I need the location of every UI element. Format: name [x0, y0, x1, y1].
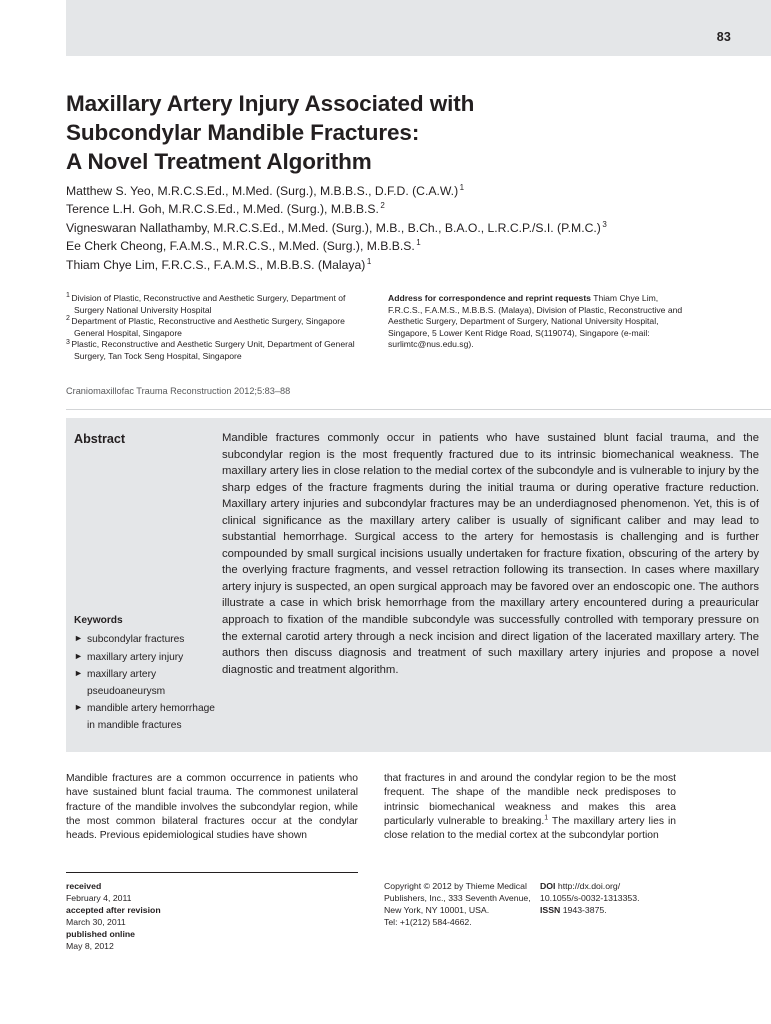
doi-line-1	[540, 881, 720, 893]
affiliation-marker: 2	[66, 315, 70, 323]
keyword-label: subcondylar fractures	[87, 634, 185, 645]
title-line-1: Maxillary Artery Injury Associated with	[66, 91, 475, 117]
keyword-bullet-icon: ►	[74, 668, 83, 679]
copyright-line: Publishers, Inc., 333 Seventh Avenue,	[384, 892, 531, 903]
author-name: Terence L.H. Goh, M.R.C.S.Ed., M.Med. (Surg.), M.B.B.S.	[66, 202, 379, 217]
received-label: received	[66, 881, 102, 891]
correspondence-block	[388, 293, 688, 351]
page-number: 83	[716, 30, 731, 44]
received-value: February 4, 2011	[66, 892, 132, 903]
keywords-heading: Keywords	[74, 615, 123, 626]
body-column-right	[384, 772, 676, 843]
author-entry	[66, 237, 726, 255]
author-entry	[66, 182, 726, 200]
doi-line-2[interactable]: 10.1055/s-0032-1313353.	[540, 892, 640, 903]
keyword-label: mandible artery hemorrhage in mandible fractures	[87, 703, 215, 731]
affiliation-marker: 3	[66, 338, 70, 346]
keywords-list	[74, 631, 224, 735]
issn-line	[540, 905, 720, 917]
doi-url[interactable]: http://dx.doi.org/	[557, 881, 621, 891]
accepted-label: accepted after revision	[66, 904, 161, 915]
affiliation-text: Division of Plastic, Reconstructive and Aesthetic Surgery, Department of Surgery National University Hospital	[71, 293, 346, 315]
correspondence-text: Thiam Chye Lim, F.R.C.S., F.A.M.S., M.B.B.S. (Malaya), Division of Plastic, Reconstructive and Aesthetic Surgery, Department of Surgery, National University Hospital, Singapore, 5 Lower Kent Ridge Road, S(119074), Singapore (e-mail: surlimtc@nus.edu.sg).	[388, 293, 683, 350]
copyright-block	[384, 881, 534, 929]
author-name: Thiam Chye Lim, F.R.C.S., F.A.M.S., M.B.B.S. (Malaya)	[66, 257, 366, 272]
copyright-line: New York, NY 10001, USA.	[384, 904, 490, 915]
body-text-part-1: that fractures in and around the condylar region to be the most frequent. The shape of the mandible neck predisposes to intrinsic biomechanical weakness and makes this area particularly vulnerable to breaking.	[384, 773, 676, 827]
running-head-band	[66, 0, 771, 56]
keyword-bullet-icon: ►	[74, 702, 83, 713]
author-entry	[66, 219, 726, 237]
correspondence-label: Address for correspondence and reprint requests	[388, 293, 591, 303]
doi-block	[540, 881, 720, 917]
copyright-line: Copyright © 2012 by Thieme Medical	[384, 881, 527, 891]
publication-dates	[66, 881, 226, 952]
author-affiliation-marker: 1	[366, 256, 372, 266]
affiliation-marker: 1	[66, 292, 70, 300]
article-title	[66, 89, 686, 176]
author-affiliation-marker: 2	[380, 201, 385, 211]
keyword-item	[74, 631, 224, 649]
footer-divider	[66, 872, 358, 873]
title-line-3: A Novel Treatment Algorithm	[66, 149, 372, 175]
header-divider	[66, 409, 771, 410]
author-entry	[66, 200, 726, 218]
author-name: Matthew S. Yeo, M.R.C.S.Ed., M.Med. (Surg.), M.B.B.S., D.F.D. (C.A.W.)	[66, 184, 459, 198]
affiliation-item	[66, 339, 366, 362]
author-name: Ee Cherk Cheong, F.A.M.S., M.R.C.S., M.Med. (Surg.), M.B.B.S.	[66, 239, 415, 254]
keyword-bullet-icon: ►	[74, 650, 83, 661]
author-affiliation-marker: 1	[416, 238, 421, 248]
author-name: Vigneswaran Nallathamby, M.R.C.S.Ed., M.Med. (Surg.), M.B., B.Ch., B.A.O., L.R.C.P./S.I. (P.M.C.)	[66, 220, 601, 235]
abstract-heading: Abstract	[74, 432, 126, 446]
affiliations-block	[66, 293, 366, 363]
citation-reference-marker: 1	[544, 814, 549, 822]
abstract-panel	[66, 418, 771, 752]
author-affiliation-marker: 1	[459, 182, 465, 192]
body-text-part-2: The maxillary artery lies in close relation to the medial cortex at the subcondylar portion	[384, 815, 676, 842]
journal-citation: Craniomaxillofac Trauma Reconstruction 2012;5:83–88	[66, 386, 291, 396]
copyright-line: Tel: +1(212) 584-4662.	[384, 916, 472, 927]
affiliation-item	[66, 316, 366, 339]
keyword-item	[74, 700, 224, 734]
author-entry	[66, 256, 726, 274]
issn-label: ISSN	[540, 904, 561, 915]
affiliation-text: Department of Plastic, Reconstructive and Aesthetic Surgery, Singapore General Hospital, Singapore	[71, 316, 345, 338]
abstract-body: Mandible fractures commonly occur in patients who have sustained blunt facial trauma, and the subcondylar region is the most frequently fractured due to its intrinsic biomechanical weakness. The maxillary artery lies in close relation to the medial cortex of the subcondyle and is vulnerable to injury by the sharp edges of the fracture fragments during the initial trauma or during operative fracture reduction. Maxillary artery injuries and subcondylar fractures may be an underdiagnosed phenomenon. Yet, this is of clinical significance as the maxillary artery caliber is usually of significant caliber and may lead to substantial hemorrhage. Surgical access to the artery for hemostasis is challenging and is further compounded by small surgical incisions usually undertaken for fracture fixation, obscuring of the artery by the overlying fracture fragments, and vessel retraction following its transection. In cases where maxillary artery injury is suspected, an open surgical approach may be favored over an endoscopic one. The authors illustrate a case in which brisk hemorrhage from the maxillary artery encountered during a preauricular approach to fixation of the mandible subcondyle was successfully controlled with temporary pressure on the external carotid artery through a neck incision and direct ligation of the lacerated maxillary artery. The authors then discuss diagnosis and treatment of such maxillary artery injuries and propose a novel diagnostic and treatment algorithm.	[222, 432, 759, 676]
keyword-label: maxillary artery injury	[87, 651, 184, 663]
keyword-bullet-icon: ►	[74, 633, 83, 643]
doi-label: DOI	[540, 881, 556, 891]
title-line-2: Subcondylar Mandible Fractures:	[66, 120, 420, 146]
author-list	[66, 182, 726, 274]
body-column-left: Mandible fractures are a common occurrence in patients who have sustained blunt facial trauma. The commonest unilateral fracture of the mandible involves the subcondylar region, while the most common bilateral fractures occur at the condylar heads. Previous epidemiological studies have shown	[66, 773, 358, 842]
affiliation-text: Plastic, Reconstructive and Aesthetic Surgery Unit, Department of General Surgery, Tan Tock Seng Hospital, Singapore	[71, 339, 355, 361]
keyword-item	[74, 649, 224, 667]
issn-value: 1943-3875.	[562, 904, 607, 915]
author-affiliation-marker: 3	[602, 219, 607, 229]
published-label: published online	[66, 928, 136, 939]
keyword-label: maxillary artery pseudoaneurysm	[87, 669, 166, 697]
accepted-value: March 30, 2011	[66, 916, 126, 927]
affiliation-item	[66, 293, 366, 316]
published-value: May 8, 2012	[66, 940, 114, 951]
keyword-item	[74, 666, 224, 700]
